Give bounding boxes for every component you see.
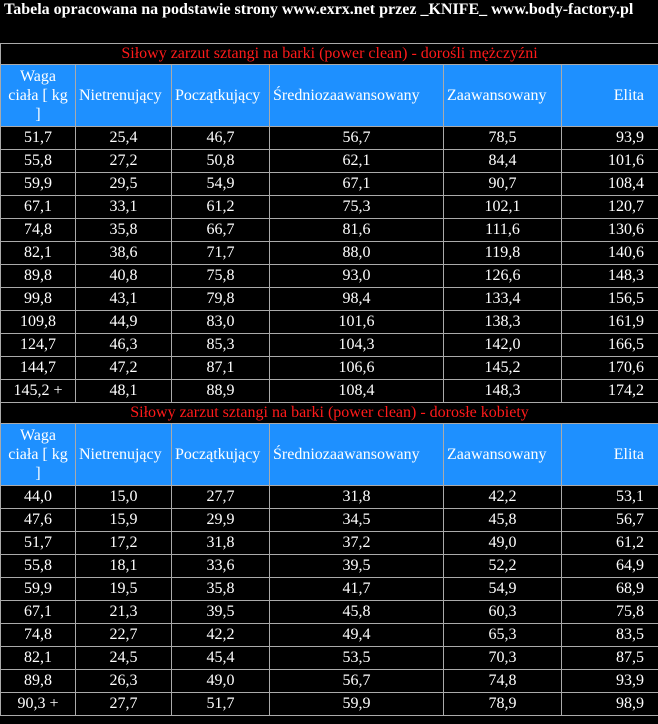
table-cell: 79,8	[172, 288, 270, 311]
table-cell: 34,5	[270, 509, 444, 532]
table-row	[1, 532, 658, 555]
table-row	[1, 288, 658, 311]
table-cell: 90,7	[444, 173, 562, 196]
table-cell: 170,6	[562, 357, 658, 380]
table-row	[1, 693, 658, 716]
table-row	[1, 601, 658, 624]
table-cell: 88,9	[172, 380, 270, 403]
column-header: Początkujący	[172, 65, 270, 127]
table-cell: 55,8	[1, 555, 76, 578]
table-cell: 41,7	[270, 578, 444, 601]
strength-standards-table	[0, 43, 658, 716]
table-cell: 45,8	[444, 509, 562, 532]
table-cell: 35,8	[76, 219, 172, 242]
table-cell: 49,0	[444, 532, 562, 555]
table-cell: 90,3 +	[1, 693, 76, 716]
table-row	[1, 311, 658, 334]
table-cell: 42,2	[172, 624, 270, 647]
table-cell: 53,5	[270, 647, 444, 670]
table-cell: 61,2	[562, 532, 658, 555]
table-cell: 51,7	[172, 693, 270, 716]
table-cell: 44,0	[1, 486, 76, 509]
table-cell: 64,9	[562, 555, 658, 578]
table-cell: 145,2 +	[1, 380, 76, 403]
table-cell: 161,9	[562, 311, 658, 334]
table-cell: 62,1	[270, 150, 444, 173]
table-cell: 17,2	[76, 532, 172, 555]
table-cell: 56,7	[270, 127, 444, 150]
table-row	[1, 265, 658, 288]
table-cell: 104,3	[270, 334, 444, 357]
section-heading-row	[1, 44, 658, 65]
table-cell: 124,7	[1, 334, 76, 357]
table-cell: 25,4	[76, 127, 172, 150]
table-cell: 40,8	[76, 265, 172, 288]
table-cell: 18,1	[76, 555, 172, 578]
table-cell: 109,8	[1, 311, 76, 334]
table-row	[1, 127, 658, 150]
table-row	[1, 196, 658, 219]
table-cell: 70,3	[444, 647, 562, 670]
table-cell: 27,7	[76, 693, 172, 716]
table-cell: 27,2	[76, 150, 172, 173]
table-cell: 15,0	[76, 486, 172, 509]
table-cell: 82,1	[1, 242, 76, 265]
table-cell: 108,4	[270, 380, 444, 403]
table-cell: 61,2	[172, 196, 270, 219]
column-header: Początkujący	[172, 424, 270, 486]
table-cell: 66,7	[172, 219, 270, 242]
table-row	[1, 624, 658, 647]
table-row	[1, 173, 658, 196]
table-cell: 31,8	[172, 532, 270, 555]
table-cell: 108,4	[562, 173, 658, 196]
table-cell: 47,2	[76, 357, 172, 380]
table-row	[1, 670, 658, 693]
table-cell: 98,4	[270, 288, 444, 311]
table-cell: 74,8	[444, 670, 562, 693]
table-cell: 99,8	[1, 288, 76, 311]
table-cell: 45,8	[270, 601, 444, 624]
table-cell: 119,8	[444, 242, 562, 265]
table-cell: 148,3	[444, 380, 562, 403]
table-cell: 88,0	[270, 242, 444, 265]
table-cell: 47,6	[1, 509, 76, 532]
table-row	[1, 150, 658, 173]
table-cell: 38,6	[76, 242, 172, 265]
table-cell: 74,8	[1, 624, 76, 647]
table-cell: 22,7	[76, 624, 172, 647]
column-header: Nietrenujący	[76, 424, 172, 486]
table-cell: 49,4	[270, 624, 444, 647]
table-row	[1, 334, 658, 357]
table-cell: 46,3	[76, 334, 172, 357]
table-cell: 56,7	[562, 509, 658, 532]
table-cell: 101,6	[562, 150, 658, 173]
table-cell: 75,8	[172, 265, 270, 288]
table-cell: 42,2	[444, 486, 562, 509]
table-cell: 93,9	[562, 127, 658, 150]
table-cell: 85,3	[172, 334, 270, 357]
table-cell: 46,7	[172, 127, 270, 150]
table-cell: 71,7	[172, 242, 270, 265]
table-cell: 24,5	[76, 647, 172, 670]
table-cell: 19,5	[76, 578, 172, 601]
table-cell: 54,9	[444, 578, 562, 601]
table-cell: 33,1	[76, 196, 172, 219]
table-cell: 27,7	[172, 486, 270, 509]
table-cell: 21,3	[76, 601, 172, 624]
table-cell: 31,8	[270, 486, 444, 509]
table-cell: 174,2	[562, 380, 658, 403]
table-cell: 29,5	[76, 173, 172, 196]
table-cell: 65,3	[444, 624, 562, 647]
table-cell: 156,5	[562, 288, 658, 311]
column-header-row	[1, 65, 658, 127]
column-header: Zaawansowany	[444, 65, 562, 127]
column-header: Nietrenujący	[76, 65, 172, 127]
table-cell: 82,1	[1, 647, 76, 670]
column-header: Elita	[562, 424, 658, 486]
table-cell: 49,0	[172, 670, 270, 693]
table-cell: 102,1	[444, 196, 562, 219]
table-cell: 48,1	[76, 380, 172, 403]
table-cell: 98,9	[562, 693, 658, 716]
table-cell: 111,6	[444, 219, 562, 242]
table-row	[1, 242, 658, 265]
table-cell: 45,4	[172, 647, 270, 670]
column-header: Waga ciała [ kg ]	[1, 424, 76, 486]
table-cell: 75,3	[270, 196, 444, 219]
table-cell: 133,4	[444, 288, 562, 311]
table-cell: 44,9	[76, 311, 172, 334]
table-cell: 87,5	[562, 647, 658, 670]
table-row	[1, 380, 658, 403]
section-heading: Siłowy zarzut sztangi na barki (power clean) - dorośli mężczyźni	[1, 44, 658, 65]
table-cell: 67,1	[1, 196, 76, 219]
table-cell: 75,8	[562, 601, 658, 624]
table-row	[1, 509, 658, 532]
column-header: Zaawansowany	[444, 424, 562, 486]
table-row	[1, 357, 658, 380]
table-cell: 60,3	[444, 601, 562, 624]
table-cell: 68,9	[562, 578, 658, 601]
table-cell: 87,1	[172, 357, 270, 380]
table-cell: 26,3	[76, 670, 172, 693]
table-cell: 56,7	[270, 670, 444, 693]
table-cell: 81,6	[270, 219, 444, 242]
table-cell: 130,6	[562, 219, 658, 242]
table-cell: 78,9	[444, 693, 562, 716]
column-header-row	[1, 424, 658, 486]
table-cell: 50,8	[172, 150, 270, 173]
table-cell: 51,7	[1, 532, 76, 555]
table-cell: 51,7	[1, 127, 76, 150]
table-cell: 120,7	[562, 196, 658, 219]
table-cell: 52,2	[444, 555, 562, 578]
table-cell: 39,5	[270, 555, 444, 578]
table-cell: 83,5	[562, 624, 658, 647]
column-header: Średniozaawansowany	[270, 65, 444, 127]
table-cell: 35,8	[172, 578, 270, 601]
column-header: Średniozaawansowany	[270, 424, 444, 486]
table-cell: 53,1	[562, 486, 658, 509]
table-cell: 59,9	[1, 578, 76, 601]
table-cell: 89,8	[1, 670, 76, 693]
table-cell: 43,1	[76, 288, 172, 311]
table-row	[1, 647, 658, 670]
table-row	[1, 555, 658, 578]
table-row	[1, 578, 658, 601]
table-cell: 33,6	[172, 555, 270, 578]
section-heading: Siłowy zarzut sztangi na barki (power clean) - dorosłe kobiety	[1, 403, 658, 424]
table-cell: 148,3	[562, 265, 658, 288]
table-cell: 166,5	[562, 334, 658, 357]
table-cell: 138,3	[444, 311, 562, 334]
table-cell: 106,6	[270, 357, 444, 380]
page-title: Tabela opracowana na podstawie strony www.exrx.net przez _KNIFE_ www.body-factory.pl	[4, 1, 634, 18]
column-header: Elita	[562, 65, 658, 127]
section-heading-row	[1, 403, 658, 424]
table-cell: 29,9	[172, 509, 270, 532]
table-cell: 37,2	[270, 532, 444, 555]
table-cell: 83,0	[172, 311, 270, 334]
table-cell: 59,9	[270, 693, 444, 716]
table-cell: 140,6	[562, 242, 658, 265]
table-cell: 54,9	[172, 173, 270, 196]
table-cell: 67,1	[1, 601, 76, 624]
table-cell: 39,5	[172, 601, 270, 624]
table-cell: 93,0	[270, 265, 444, 288]
table-cell: 55,8	[1, 150, 76, 173]
table-cell: 15,9	[76, 509, 172, 532]
table-row	[1, 486, 658, 509]
table-cell: 101,6	[270, 311, 444, 334]
table-cell: 89,8	[1, 265, 76, 288]
table-cell: 78,5	[444, 127, 562, 150]
table-cell: 145,2	[444, 357, 562, 380]
table-row	[1, 219, 658, 242]
table-cell: 144,7	[1, 357, 76, 380]
table-cell: 84,4	[444, 150, 562, 173]
column-header: Waga ciała [ kg ]	[1, 65, 76, 127]
table-cell: 74,8	[1, 219, 76, 242]
table-cell: 93,9	[562, 670, 658, 693]
table-cell: 126,6	[444, 265, 562, 288]
table-cell: 67,1	[270, 173, 444, 196]
table-cell: 59,9	[1, 173, 76, 196]
table-cell: 142,0	[444, 334, 562, 357]
